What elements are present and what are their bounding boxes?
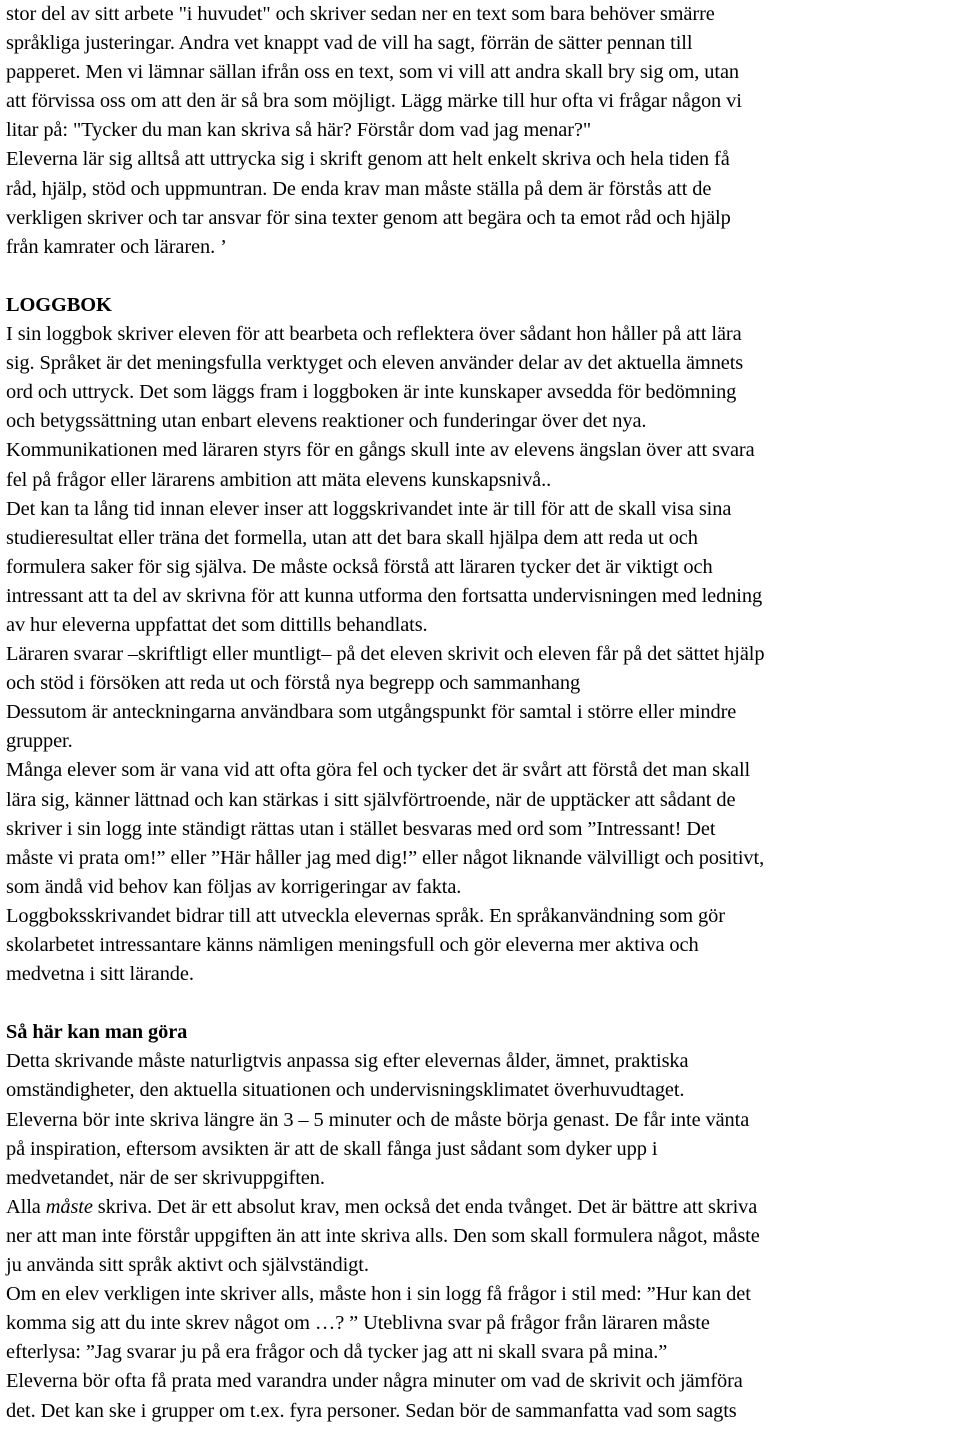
text-line: på inspiration, eftersom avsikten är att de skall fånga just sådant som dyker upp i <box>6 1137 658 1160</box>
text-line: Om en elev verkligen inte skriver alls, måste hon i sin logg få frågor i stil med: ”Hur kan det <box>6 1283 751 1306</box>
text-line: och betygssättning utan enbart elevens reaktioner och funderingar över det nya. <box>6 410 647 433</box>
text-line: Eleverna lär sig alltså att uttrycka sig i skrift genom att helt enkelt skriva och hela tiden få <box>6 148 730 171</box>
document-page <box>6 0 958 1426</box>
text-line: från kamrater och läraren. ’ <box>6 235 227 258</box>
text-line: skriver i sin logg inte ständigt rättas utan i stället besvaras med ord som ”Intressant! Det <box>6 817 716 840</box>
text-line: ju använda sitt språk aktivt och självständigt. <box>6 1254 369 1277</box>
paragraph-gap <box>6 989 958 1018</box>
text-line: Detta skrivande måste naturligtvis anpassa sig efter elevernas ålder, ämnet, praktiska <box>6 1050 689 1073</box>
text-line: Eleverna bör inte skriva längre än 3 – 5 minuter och de måste börja genast. De får inte vänta <box>6 1108 750 1131</box>
text-line: fel på frågor eller lärarens ambition att mäta elevens kunskapsnivå.. <box>6 468 552 491</box>
emphasis-maste: måste <box>45 1195 93 1218</box>
text-line: litar på: "Tycker du man kan skriva så här? Förstår dom vad jag menar?" <box>6 119 592 142</box>
text-line: och stöd i försöken att reda ut och förstå nya begrepp och sammanhang <box>6 672 581 695</box>
text-line: stor del av sitt arbete "i huvudet" och skriver sedan ner en text som bara behöver smärre <box>6 3 715 25</box>
text-line: omständigheter, den aktuella situationen och undervisningsklimatet överhuvudtaget. <box>6 1079 685 1102</box>
text-line: av hur eleverna uppfattat det som dittills behandlats. <box>6 613 428 636</box>
text-line: Loggboksskrivandet bidrar till att utveckla elevernas språk. En språkanvändning som gör <box>6 904 725 927</box>
text-line: språkliga justeringar. Andra vet knappt vad de vill ha sagt, förrän de sätter pennan till <box>6 32 693 55</box>
text-line: lära sig, känner lättnad och kan stärkas i sitt självförtroende, när de upptäcker att sådant de <box>6 788 736 811</box>
text-line: måste vi prata om!” eller ”Här håller jag med dig!” eller något liknande välvilligt och positivt, <box>6 846 765 869</box>
text-line: Kommunikationen med läraren styrs för en gångs skull inte av elevens ängslan över att svara <box>6 439 755 462</box>
text-line: grupper. <box>6 730 73 753</box>
text-line: Läraren svarar –skriftligt eller muntligt– på det eleven skrivit och eleven får på det sättet hjälp <box>6 643 765 666</box>
paragraph-gap <box>6 262 958 291</box>
section-heading-sa-har: Så här kan man göra <box>6 1021 188 1044</box>
text-line: Det kan ta lång tid innan elever inser att loggskrivandet inte är till för att de skall visa sina <box>6 497 732 520</box>
sa-har-section <box>6 1018 958 1425</box>
text-line: Eleverna bör ofta få prata med varandra under några minuter om vad de skrivit och jämföra <box>6 1370 743 1393</box>
text-line: efterlysa: ”Jag svarar ju på era frågor och då tycker jag att ni skall svara på mina.” <box>6 1341 668 1364</box>
alla-prefix: Alla <box>6 1195 46 1218</box>
text-line: medvetandet, när de ser skrivuppgiften. <box>6 1166 325 1189</box>
text-line: som ändå vid behov kan följas av korrigeringar av fakta. <box>6 875 462 898</box>
text-line: ord och uttryck. Det som läggs fram i loggboken är inte kunskaper avsedda för bedömning <box>6 381 737 404</box>
text-line: papperet. Men vi lämnar sällan ifrån oss en text, som vi vill att andra skall bry sig om, utan <box>6 61 739 84</box>
text-line: komma sig att du inte skrev något om …? ” Uteblivna svar på frågor från läraren måste <box>6 1312 710 1335</box>
loggbok-section <box>6 291 958 989</box>
text-line: det. Det kan ske i grupper om t.ex. fyra personer. Sedan bör de sammanfatta vad som sagts <box>6 1399 737 1422</box>
text-line: verkligen skriver och tar ansvar för sina texter genom att begära och ta emot råd och hjälp <box>6 206 731 229</box>
text-line: studieresultat eller träna det formella, utan att det bara skall hjälpa dem att reda ut och <box>6 526 698 549</box>
text-line: Många elever som är vana vid att ofta göra fel och tycker det är svårt att förstå det man skall <box>6 759 751 782</box>
text-line: sig. Språket är det meningsfulla verktyget och eleven använder delar av det aktuella ämnets <box>6 352 744 375</box>
text-line: skolarbetet intressantare känns nämligen meningsfull och gör eleverna mer aktiva och <box>6 934 699 956</box>
text-line: I sin loggbok skriver eleven för att bearbeta och reflektera över sådant hon håller på att lära <box>6 323 742 346</box>
alla-suffix: skriva. Det är ett absolut krav, men också det enda tvånget. Det är bättre att skriva <box>92 1195 758 1218</box>
text-line: medvetna i sitt lärande. <box>6 963 194 986</box>
text-line: att förvissa oss om att den är så bra som möjligt. Lägg märke till hur ofta vi frågar någon vi <box>6 90 742 113</box>
text-line: Dessutom är anteckningarna användbara som utgångspunkt för samtal i större eller mindre <box>6 701 737 724</box>
section-heading-loggbok: LOGGBOK <box>6 293 112 316</box>
text-line: råd, hjälp, stöd och uppmuntran. De enda krav man måste ställa på dem är förstås att de <box>6 177 712 200</box>
text-line: intressant att ta del av skrivna för att kunna utforma den fortsatta undervisningen med ledning <box>6 584 763 607</box>
text-line: formulera saker för sig själva. De måste också förstå att läraren tycker det är viktigt och <box>6 555 713 578</box>
text-line-alla <box>6 1193 958 1222</box>
intro-paragraph <box>6 0 958 262</box>
text-line: ner att man inte förstår uppgiften än att inte skriva alls. Den som skall formulera något, måste <box>6 1224 760 1247</box>
